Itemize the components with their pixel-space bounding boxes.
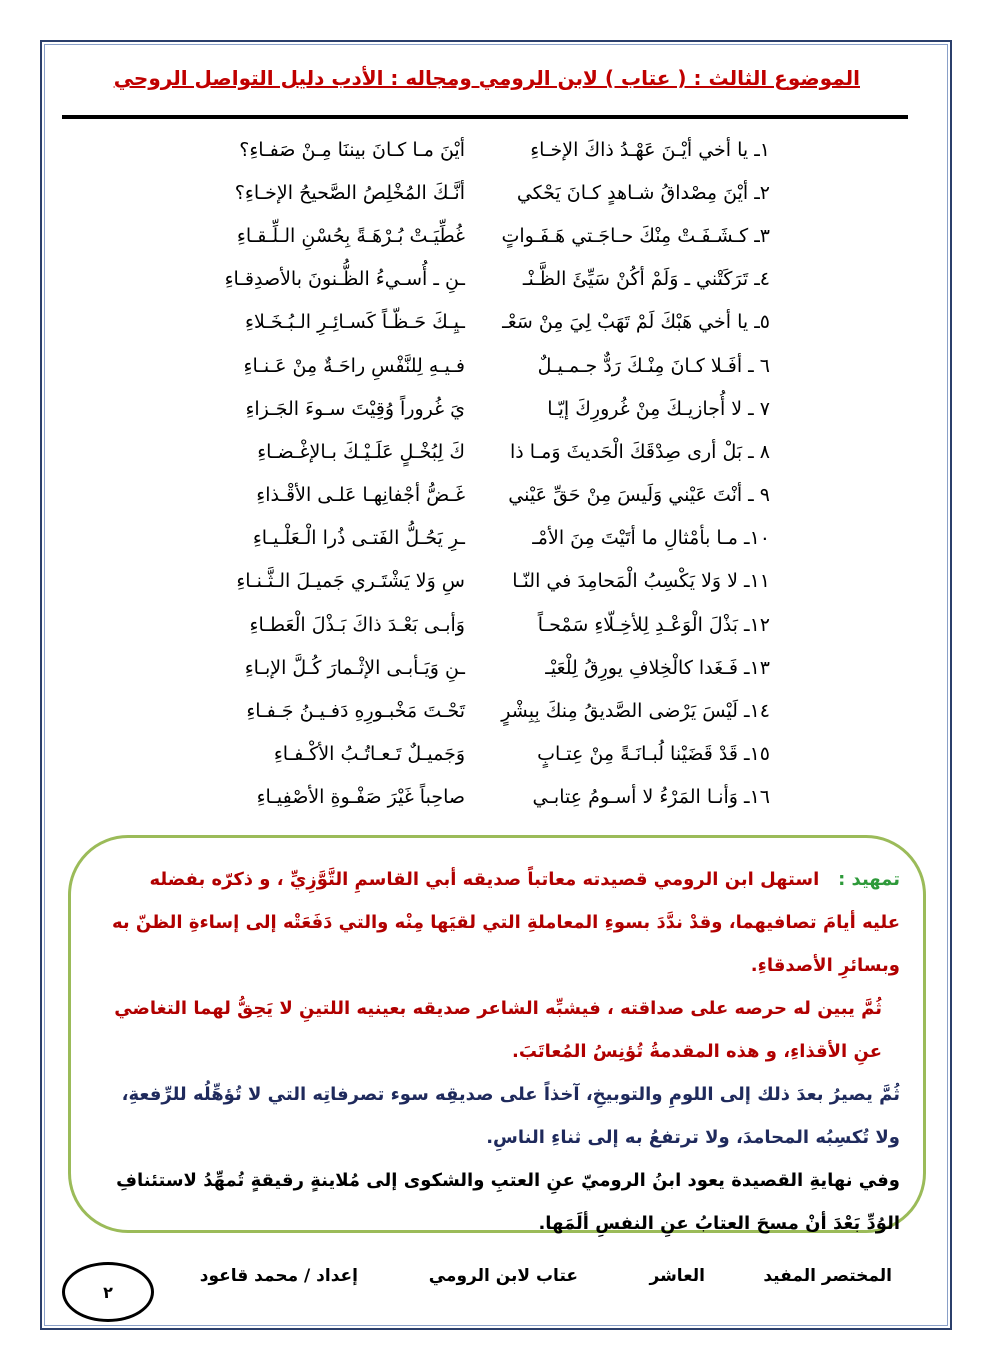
poem-verse [150,733,770,776]
verse-first-hemistich: ١٥ـ قَدْ قَضَيْنا لُبـانَـةً مِنْ عِتـابٍ [537,743,770,766]
poem-verse [150,603,770,646]
poem-verse [150,128,770,171]
page-number: ٢ [62,1262,154,1322]
verse-first-hemistich: ٨ ـ بَلْ أرى صِدْقَكَ الْحَديثَ وَمـا ذا [510,440,770,463]
intro-paragraph-1 [110,858,900,987]
poem-verse [150,171,770,214]
verse-second-hemistich: ـيِـكَ حَـظّـاً كَسـائِـرِ الـبُـخَـلاءِ [245,311,465,334]
verse-first-hemistich: ٩ ـ أنْتَ عَيْني وَلَيسَ مِنْ حَقِّ عَيْني [508,484,770,507]
poem-verse [150,301,770,344]
verse-second-hemistich: ـنِ ـ أُسـيءُ الظُّـنونَ بالأصدِقـاءِ [224,268,465,291]
verse-second-hemistich: وَأبـى بَعْـدَ ذاكَ بَـذْلَ الْعَطـاءِ [249,613,465,636]
intro-label: تمهيد : [838,869,900,890]
poem-verse [150,776,770,819]
poem-verse [150,344,770,387]
verse-second-hemistich: تَحْـتَ مَخْبـورِهِ دَفـيـنُ جَـفـاءِ [246,700,465,723]
verse-first-hemistich: ١٦ـ وَأنـا المَرْءُ لا أسـومُ عِتابـي [532,786,770,809]
verse-second-hemistich: يَ غُروراً وُقِيْتَ سـوءَ الجَـزاءِ [245,397,465,420]
verse-first-hemistich: ١١ـ لا وَلا يَكْسِبُ الْمَحامِدَ في النّـا [512,570,770,593]
page-title: الموضوع الثالث : ( عتاب ) لابن الرومي ومجاله : الأدب دليل التواصل الروحي [113,66,860,90]
poem-verse [150,646,770,689]
verse-second-hemistich: ـرِ يَحُـلُّ الفَتـى ذُرا الْـعَلْـيـاءِ [252,527,465,550]
footer-author: إعداد / محمد قاعود [199,1266,358,1286]
poem-verse [150,214,770,257]
poem-verse [150,689,770,732]
poem-verse [150,387,770,430]
verse-first-hemistich: ١٢ـ بَذْلَ الْوَعْـدِ لِلأخِـلّاءِ سَمْحـاً [537,613,770,636]
verse-second-hemistich: سِ وَلا يَشْتَـري جَميـلَ الـثَّـنـاءِ [236,570,465,593]
verse-second-hemistich: صاحِباً غَيْرَ صَفْـوةِ الأصْفِيـاءِ [256,786,465,809]
verse-first-hemistich: ١٣ـ فَـغَدا كالْخِلافِ يورِقُ لِلْعَيْـ [545,656,770,679]
footer-topic: عتاب لابن الرومي [428,1266,578,1286]
title-divider [62,115,908,119]
poem-verse [150,258,770,301]
verse-first-hemistich: ٤ـ تَرَكَتْني ـ وَلَمْ أكُنْ سَيِّئَ الظَّـنْـ [522,268,770,291]
verse-first-hemistich: ٣ـ كـشَـفَـتْ مِنْكَ حـاجَـتي هَـفَـواتٍ [501,224,770,247]
poem-verse [150,430,770,473]
intro-paragraph-2: ثُمَّ يبين له حرصه على صداقته ، فيشبِّه الشاعر صديقه بعينيه اللتينِ لا يَحِقُّ لهما التغاضي عنِ الأقذاءِ، و هذه المقدمةُ تُؤنِسُ المُعاتَبَ. [114,998,882,1062]
footer-grade: العاشر [649,1266,705,1286]
verse-second-hemistich: ـنِ وَيَـأبـى الإثْـمارَ كُـلَّ الإبـاءِ [244,656,465,679]
verse-second-hemistich: وَجَميـلٌ تَـعـاتُـبُ الأكْـفـاءِ [273,743,465,766]
verse-first-hemistich: ١ـ يا أخي أيْـنَ عَهْـدُ ذاكَ الإخـاءِ [530,138,770,161]
verse-first-hemistich: ١٤ـ لَيْسَ يَرْضى الصَّديقُ مِنكَ بِبِشْرٍ [501,700,770,723]
verse-second-hemistich: أنَّـكَ المُخْلِصُ الصَّحيحُ الإخـاءِ؟ [234,181,465,204]
poem [150,128,770,819]
poem-verse [150,517,770,560]
verse-first-hemistich: ١٠ـ مـا بأمْثالِ ما أتَيْتَ مِنَ الأمْـ [532,527,770,550]
verse-first-hemistich: ٥ـ يا أخي هَبْكَ لَمْ تَهَبْ لِيَ مِنْ سَعْـ [502,311,770,334]
intro-paragraph-4: وفي نهايةِ القصيدة يعود ابنُ الروميّ عنِ العتبِ والشكوى إلى مُلاينةٍ رقيقةٍ تُمهِّدُ لاستئنافِ الوُدِّ بَعْدَ أنْ مسحَ العتابُ عنِ النفسِ ألَمَها. [116,1170,900,1234]
intro-paragraph-3: ثُمَّ يصيرُ بعدَ ذلك إلى اللومِ والتوبيخِ، آخذاً على صديقِه سوء تصرفاتِه التي لا تُؤهِّلُه للرِّفعةِ، ولا تُكسِبُه المحامدَ، ولا ترتفعُ به إلى ثناءِ الناسِ. [121,1084,900,1148]
verse-second-hemistich: غُطِّيَـتْ بُـرْهَـةً بِحُسْنِ الـلِّـقـاءِ [236,224,465,247]
poem-verse [150,560,770,603]
verse-second-hemistich: غَـضُّ أجْفانِهـا عَلـى الأقْـذاءِ [256,484,465,507]
verse-second-hemistich: أيْنَ مـا كـانَ بيننَا مِـنْ صَفـاءِ؟ [239,138,465,161]
verse-first-hemistich: ٧ ـ لا أُجازيـكَ مِنْ غُرورِكَ إيّـا [547,397,770,420]
verse-second-hemistich: كَ لِبُخْـلٍ عَلَـيْـكَ بـالإغْـضـاءِ [257,440,465,463]
intro-text [110,858,900,1245]
poem-verse [150,474,770,517]
verse-first-hemistich: ٢ـ أيْنَ مِصْداقُ شـاهدٍ كـانَ يَحْكي [516,181,770,204]
intro-p1-text: استهل ابن الرومي قصيدته معاتباً صديقه أبي القاسمِ التَّوَّزِيِّ ، و ذكرّه بفضله عليه أيامَ تصافيهما، وقدْ ندَّدَ بسوءِ المعاملةِ التي لقيَها مِنْه والتي دَفَعَتْه إلى إساءةِ الظنّ به وبسائرِ الأصدقاءِ. [111,869,900,976]
verse-second-hemistich: فـيـهِ لِلنَّفْسِ راحَـةٌ مِنْ عَـنـاءِ [243,354,465,377]
verse-first-hemistich: ٦ ـ أفَـلا كـانَ مِنْـكَ رَدٌّ جـمـيـلٌ [537,354,770,377]
footer-book: المختصر المفيد [763,1266,892,1286]
